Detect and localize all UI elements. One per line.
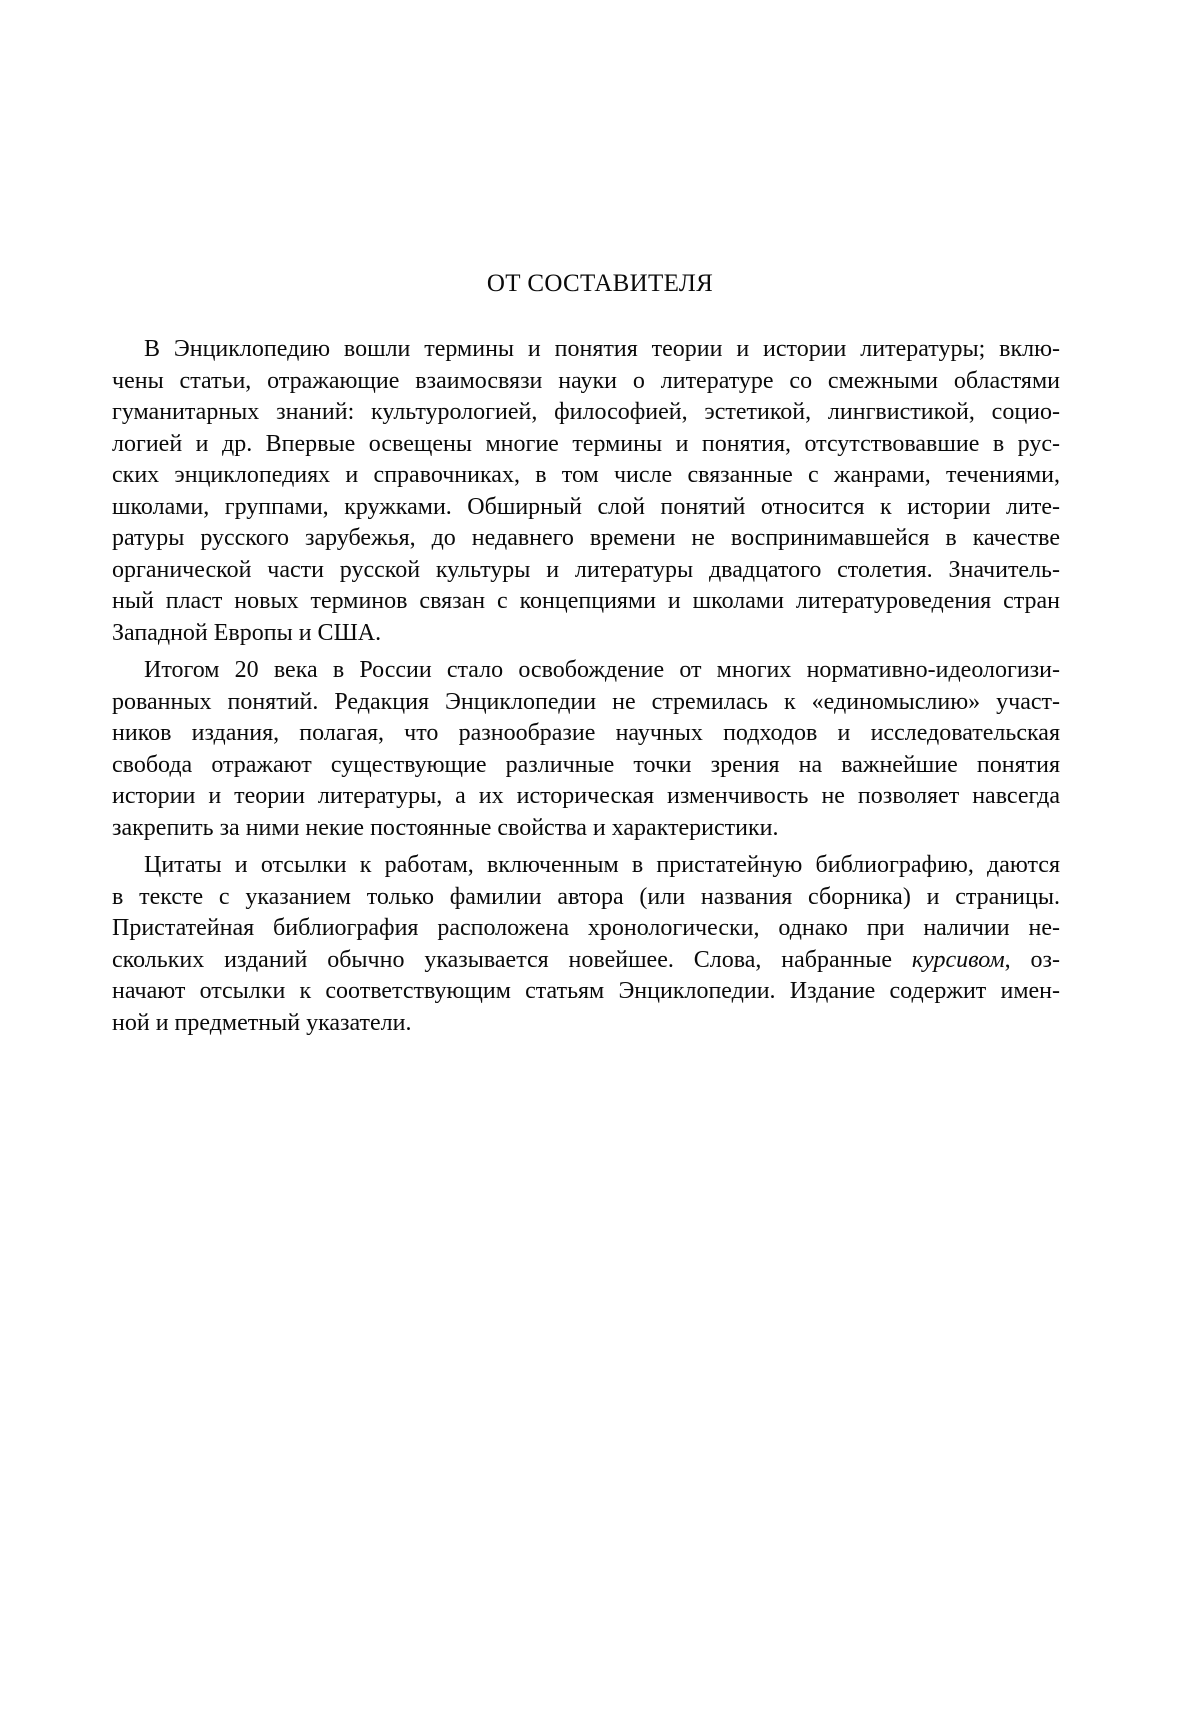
text-line-with-italic xyxy=(112,945,1060,977)
text-segment: , оз- xyxy=(1004,946,1060,973)
text-line: Западной Европы и США. xyxy=(112,619,382,646)
text-line: рованных понятий. Редакция Энциклопедии не стремилась к «единомыслию» участ- xyxy=(112,688,1060,715)
text-line: Итогом 20 века в России стало освобождение от многих нормативно-идеологизи- xyxy=(144,657,1060,683)
text-line: ный пласт новых терминов связан с концепциями и школами литературоведения стран xyxy=(112,588,1060,614)
text-line: Цитаты и отсылки к работам, включенным в пристатейную библиографию, даются xyxy=(144,852,1060,878)
text-line: истории и теории литературы, а их историческая изменчивость не позволяет навсегда xyxy=(112,783,1060,809)
text-line: ских энциклопедиях и справочниках, в том числе связанные с жанрами, течениями, xyxy=(112,462,1060,488)
italic-term: курсивом xyxy=(911,946,1005,973)
page-title: ОТ СОСТАВИТЕЛЯ xyxy=(486,270,714,297)
text-line: закрепить за ними некие постоянные свойства и характеристики. xyxy=(112,814,779,841)
text-line: начают отсылки к соответствующим статьям Энциклопедии. Издание содержит имен- xyxy=(112,978,1060,1004)
text-line: в тексте с указанием только фамилии автора (или названия сборника) и страницы. xyxy=(112,883,1060,910)
text-line: ратуры русского зарубежья, до недавнего времени не воспринимавшейся в качестве xyxy=(112,525,1060,551)
text-line: ной и предметный указатели. xyxy=(112,1009,412,1036)
text-line: логией и др. Впервые освещены многие термины и понятия, отсутствовавшие в рус- xyxy=(112,430,1060,457)
text-line: свобода отражают существующие различные точки зрения на важнейшие понятия xyxy=(112,751,1060,778)
paragraph-2 xyxy=(112,655,1060,844)
body-text xyxy=(112,334,1060,1039)
text-line: ников издания, полагая, что разнообразие научных подходов и исследовательская xyxy=(112,720,1060,746)
text-line: Пристатейная библиография расположена хронологически, однако при наличии не- xyxy=(112,915,1060,941)
text-segment: скольких изданий обычно указывается новейшее. Слова, набранные xyxy=(112,946,912,973)
paragraph-3 xyxy=(112,850,1060,1039)
text-line: чены статьи, отражающие взаимосвязи науки о литературе со смежными областями xyxy=(112,367,1060,394)
text-line: гуманитарных знаний: культурологией, философией, эстетикой, лингвистикой, социо- xyxy=(112,399,1060,425)
paragraph-1 xyxy=(112,334,1060,649)
text-line: школами, группами, кружками. Обширный слой понятий относится к истории лите- xyxy=(112,493,1060,520)
text-line: органической части русской культуры и литературы двадцатого столетия. Значитель- xyxy=(112,556,1060,583)
text-line: В Энциклопедию вошли термины и понятия теории и истории литературы; вклю- xyxy=(144,336,1060,362)
